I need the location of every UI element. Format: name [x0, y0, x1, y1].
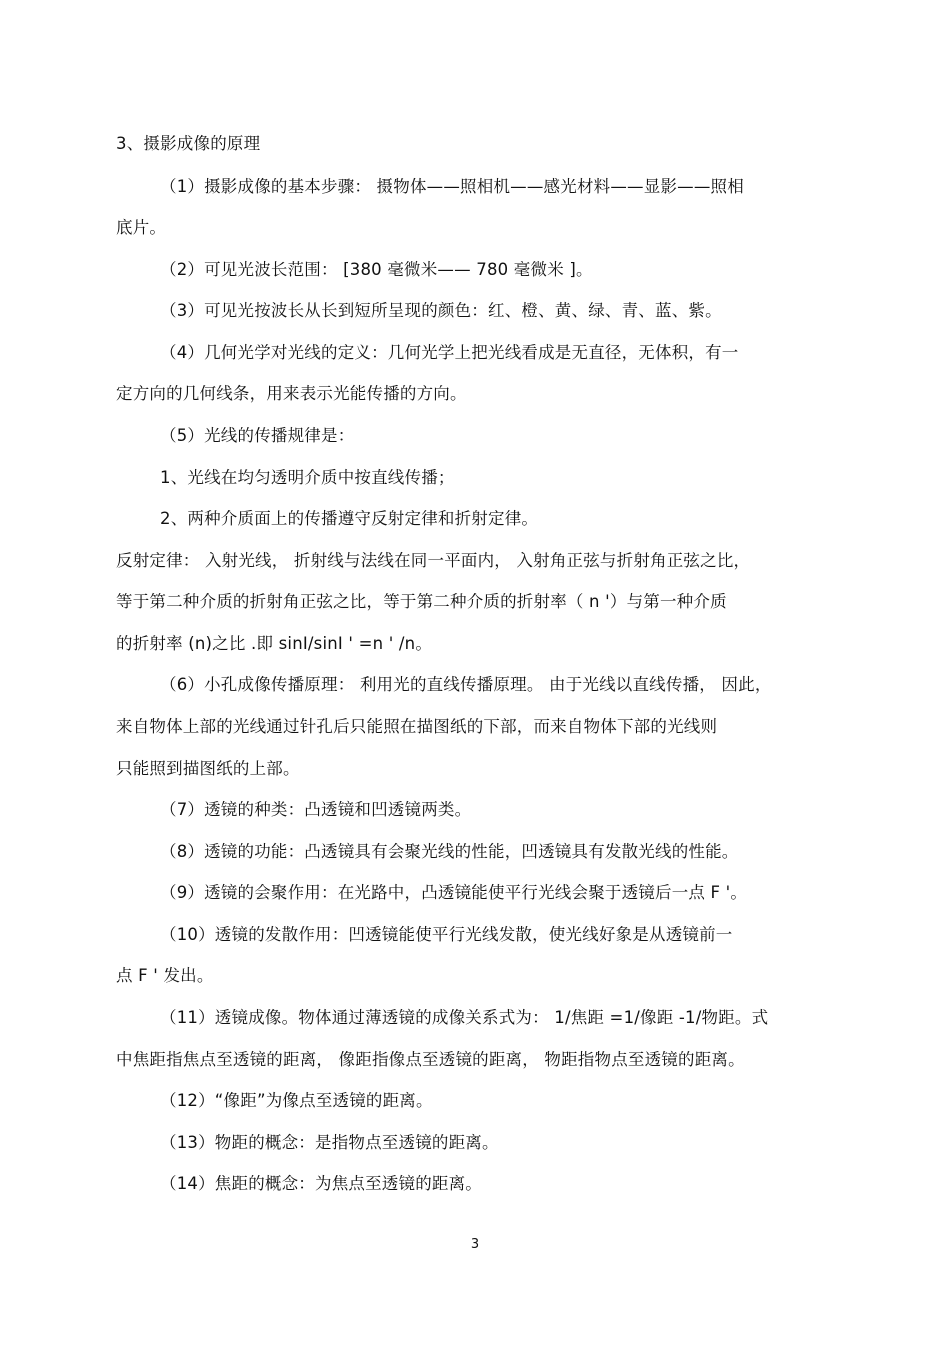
paragraph-line: （5）光线的传播规律是： [160, 426, 355, 445]
paragraph-line: 反射定律： 入射光线， 折射线与法线在同一平面内， 入射角正弦与折射角正弦之比， [116, 551, 751, 570]
paragraph-line: （12）“像距”为像点至透镜的距离。 [160, 1091, 433, 1110]
paragraph-line: （8）透镜的功能：凸透镜具有会聚光线的性能，凹透镜具有发散光线的性能。 [160, 842, 739, 861]
paragraph-line: （4）几何光学对光线的定义：几何光学上把光线看成是无直径，无体积，有一 [160, 343, 739, 362]
section-heading: 3、摄影成像的原理 [116, 134, 261, 153]
page-number: 3 [470, 1237, 480, 1252]
paragraph-line: （14）焦距的概念：为焦点至透镜的距离。 [160, 1174, 482, 1193]
paragraph-line: （6）小孔成像传播原理： 利用光的直线传播原理。 由于光线以直线传播， 因此， [160, 675, 772, 694]
paragraph-line: 定方向的几何线条，用来表示光能传播的方向。 [116, 384, 467, 403]
paragraph-line: （1）摄影成像的基本步骤： 摄物体——照相机——感光材料——显影——照相 [160, 177, 744, 196]
paragraph-line: 2、两种介质面上的传播遵守反射定律和折射定律。 [160, 509, 539, 528]
paragraph-line: 1、光线在均匀透明介质中按直线传播； [160, 468, 455, 487]
paragraph-line: 只能照到描图纸的上部。 [116, 759, 300, 778]
paragraph-line: （13）物距的概念：是指物点至透镜的距离。 [160, 1133, 499, 1152]
paragraph-line: 等于第二种介质的折射角正弦之比，等于第二种介质的折射率（ n '）与第一种介质 [116, 592, 727, 611]
paragraph-line: 中焦距指焦点至透镜的距离， 像距指像点至透镜的距离， 物距指物点至透镜的距离。 [116, 1050, 745, 1069]
paragraph-line: （3）可见光按波长从长到短所呈现的颜色：红、橙、黄、绿、青、蓝、紫。 [160, 301, 722, 320]
paragraph-line: 的折射率 (n)之比 .即 sinI/sinI ' =n ' /n。 [116, 634, 433, 653]
paragraph-line: （7）透镜的种类：凸透镜和凹透镜两类。 [160, 800, 472, 819]
paragraph-line: 来自物体上部的光线通过针孔后只能照在描图纸的下部，而来自物体下部的光线则 [116, 717, 718, 736]
paragraph-line: （11）透镜成像。物体通过薄透镜的成像关系式为： 1/焦距 =1/像距 -1/物距。式 [160, 1008, 769, 1027]
paragraph-line: 底片。 [116, 218, 167, 237]
paragraph-line: （2）可见光波长范围： [380 毫微米—— 780 毫微米 ]。 [160, 260, 593, 279]
paragraph-line: 点 F ' 发出。 [116, 966, 214, 985]
paragraph-line: （9）透镜的会聚作用：在光路中，凸透镜能使平行光线会聚于透镜后一点 F '。 [160, 883, 748, 902]
paragraph-line: （10）透镜的发散作用：凹透镜能使平行光线发散，使光线好象是从透镜前一 [160, 925, 733, 944]
